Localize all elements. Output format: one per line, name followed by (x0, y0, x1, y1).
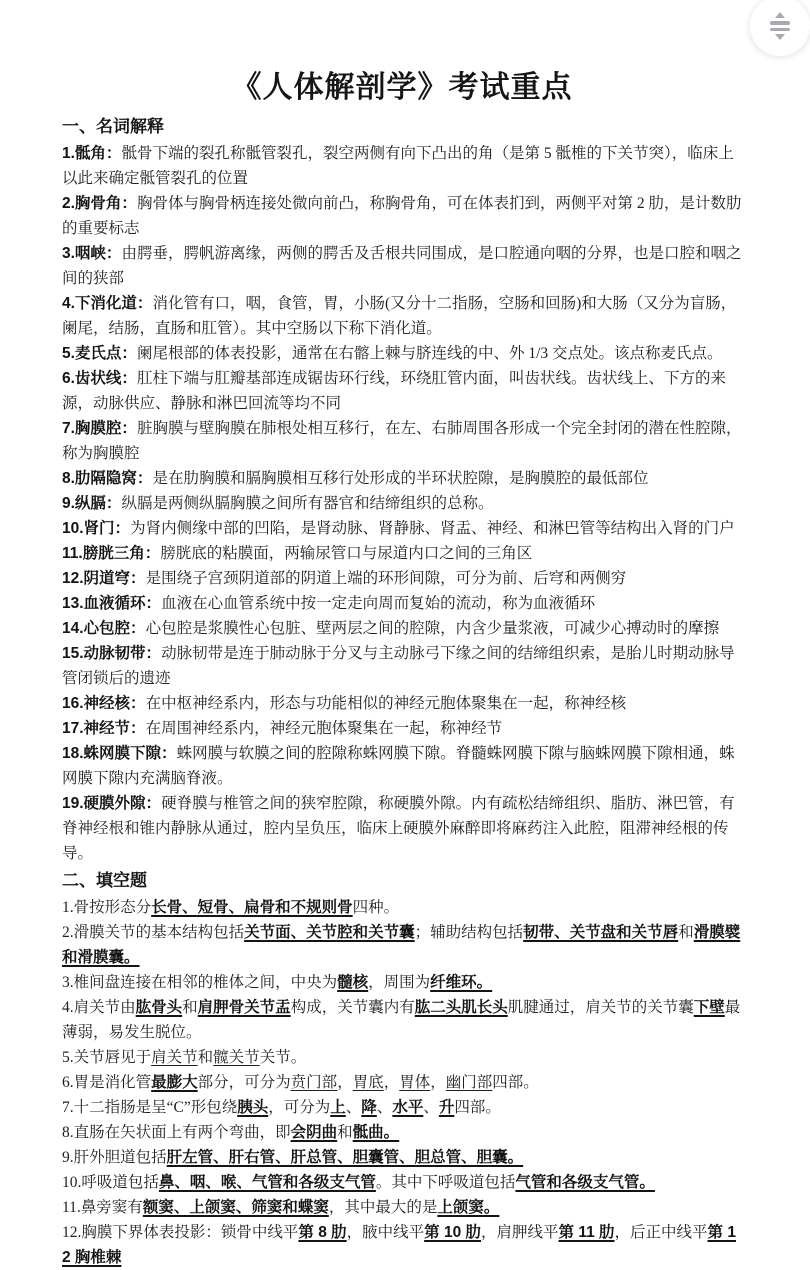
text-run: 19.硬膜外隙： (62, 795, 162, 812)
text-run: 在中枢神经系内，形态与功能相似的神经元胞体聚集在一起，称神经核 (145, 695, 627, 712)
list-item (62, 1095, 742, 1120)
scroll-down-icon (775, 34, 785, 40)
list-item (62, 1195, 742, 1220)
text-run: ，其中最大的是 (328, 1199, 438, 1216)
list-item (62, 1070, 742, 1095)
text-run: ，可分为 (268, 1099, 331, 1116)
text-run: 12.胸膜下界体表投影：锁骨中线平 (62, 1224, 299, 1241)
text-run: ，肩胛线平 (481, 1224, 559, 1241)
list-item (62, 920, 742, 970)
text-run: 上颌窦。 (437, 1199, 500, 1216)
text-run: ；辅助结构包括 (414, 924, 524, 941)
text-run: 6.齿状线： (62, 370, 137, 387)
drag-handle-bar-icon (770, 21, 790, 25)
text-run: 肩胛骨关节盂 (197, 999, 291, 1016)
text-run: 四种。 (352, 899, 400, 916)
text-run: 下壁 (693, 999, 725, 1016)
text-run: 8.肋隔隐窝： (62, 470, 153, 487)
section-heading: 一、名词解释 (62, 117, 164, 136)
scroll-up-icon (775, 12, 785, 18)
text-run: 肝左管、肝右管、肝总管、胆囊管、胆总管、胆囊。 (166, 1149, 524, 1166)
text-run: 肛柱下端与肛瓣基部连成锯齿环行线，环绕肛管内面，叫齿状线。齿状线上、下方的来源，动脉供应、静脉和淋巴回流等均不同 (62, 370, 726, 412)
list-item (62, 191, 742, 241)
text-run: ，腋中线平 (346, 1224, 425, 1241)
text-run: 长骨、短骨、扁骨和不规则骨 (151, 899, 353, 916)
list-item (62, 1220, 742, 1270)
text-run: 构成，关节囊内有 (290, 999, 415, 1016)
text-run: 16.神经核： (62, 695, 146, 712)
drag-handle-bar-icon (770, 28, 790, 32)
text-run: 7.胸膜腔： (62, 420, 137, 437)
text-run: ，周围为 (368, 974, 431, 991)
list-item (62, 791, 742, 866)
text-run: 5.关节唇见于 (62, 1049, 152, 1066)
text-run: 15.动脉韧带： (62, 645, 162, 662)
text-run: 额窦、上颌窦、筛窦和蝶窦 (142, 1199, 329, 1216)
text-run: 是在肋胸膜和膈胸膜相互移行处形成的半环状腔隙，是胸膜腔的最低部位 (152, 470, 649, 487)
text-run: 骶曲。 (352, 1124, 400, 1141)
text-run: ，后正中线平 (614, 1224, 708, 1241)
text-run: 由腭垂，腭帆游离缘，两侧的腭舌及舌根共同围成，是口腔通向咽的分界，也是口腔和咽之间的狭部 (62, 245, 742, 287)
text-run: 2.胸骨角： (62, 195, 137, 212)
text-run: 滑膜襞和滑膜囊。 (62, 924, 741, 966)
text-run: 韧带、关节盘和关节唇 (523, 924, 679, 941)
text-run: 4.肩关节由 (62, 999, 136, 1016)
text-run: 降 (361, 1099, 377, 1116)
text-run: ， (383, 1074, 400, 1091)
text-run: 部分，可分为 (197, 1074, 291, 1091)
text-run: 11.鼻旁窦有 (62, 1199, 143, 1216)
document-content (62, 114, 742, 1270)
text-run: 最膨大 (151, 1074, 198, 1091)
text-run: 、 (423, 1099, 439, 1116)
list-item (62, 541, 742, 566)
text-run: 脏胸膜与壁胸膜在肺根处相互移行，在左、右肺周围各形成一个完全封闭的潜在性腔隙，称为胸膜腔 (62, 420, 742, 462)
text-run: 10.呼吸道包括 (62, 1174, 159, 1191)
list-item (62, 1170, 742, 1195)
text-run: 髋关节 (213, 1049, 260, 1066)
text-run: 11.膀胱三角： (62, 545, 161, 562)
text-run: 骶骨下端的裂孔称骶管裂孔，裂空两侧有向下凸出的角（是第 5 骶椎的下关节突），临床上以此来确定骶管裂孔的位置 (62, 145, 734, 187)
text-run: 水平 (392, 1099, 424, 1116)
section-heading: 二、填空题 (62, 871, 147, 890)
list-item (62, 995, 742, 1045)
page-title: 《人体解剖学》考试重点 (231, 71, 573, 104)
list-item (62, 291, 742, 341)
text-run: 10.肾门： (62, 520, 131, 537)
text-run: 纤维环。 (430, 974, 493, 991)
text-run: 和 (197, 1049, 214, 1066)
text-run: 7.十二指肠是呈“C”形包绕 (62, 1099, 238, 1116)
list-item (62, 1045, 742, 1070)
text-run: 胰头 (237, 1099, 269, 1116)
text-run: 14.心包腔： (62, 620, 146, 637)
text-run: 肱骨头 (135, 999, 183, 1016)
text-run: 在周围神经系内，神经元胞体聚集在一起，称神经节 (145, 720, 503, 737)
text-run: 1.骨按形态分 (62, 899, 152, 916)
list-item (62, 641, 742, 691)
text-run: 肩关节 (151, 1049, 198, 1066)
list-item (62, 970, 742, 995)
text-run: 9.肝外胆道包括 (62, 1149, 167, 1166)
text-run: 。其中下呼吸道包括 (375, 1174, 516, 1191)
list-item (62, 591, 742, 616)
text-run: 胃底 (352, 1074, 384, 1091)
text-run: 和 (337, 1124, 353, 1141)
text-run: 硬脊膜与椎管之间的狭窄腔隙，称硬膜外隙。内有疏松结缔组织、脂肪、淋巴管，有脊神经根和锥内静脉从通过，腔内呈负压，临床上硬膜外麻醉即将麻药注入此腔，阻滞神经根的传导。 (62, 795, 735, 862)
text-run: 第 10 肋 (424, 1224, 481, 1241)
text-run: 血液在心血管系统中按一定走向周而复始的流动，称为血液循环 (161, 595, 596, 612)
text-run: 鼻、咽、喉、气管和各级支气管 (158, 1174, 376, 1191)
text-run: 上 (330, 1099, 346, 1116)
list-item (62, 241, 742, 291)
text-run: 第 8 肋 (298, 1224, 347, 1241)
list-item (62, 491, 742, 516)
text-run: 为肾内侧缘中部的凹陷，是肾动脉、肾静脉、肾盂、神经、和淋巴管等结构出入肾的门户 (130, 520, 735, 537)
text-run: 关节。 (259, 1049, 307, 1066)
text-run: 纵膈是两侧纵膈胸膜之间所有器官和结缔组织的总称。 (121, 495, 494, 512)
list-item (62, 366, 742, 416)
text-run: 蛛网膜与软膜之间的腔隙称蛛网膜下隙。脊髓蛛网膜下隙与脑蛛网膜下隙相通，蛛网膜下隙内充满脑脊液。 (62, 745, 735, 787)
text-run: 阑尾根部的体表投影，通常在右髂上棘与脐连线的中、外 1/3 交点处。该点称麦氏点。 (136, 345, 723, 362)
text-run: 四部。 (454, 1099, 501, 1116)
text-run: 2.滑膜关节的基本结构包括 (62, 924, 245, 941)
list-item (62, 616, 742, 641)
list-item (62, 741, 742, 791)
text-run: 5.麦氏点： (62, 345, 137, 362)
list-item (62, 141, 742, 191)
text-run: 四部。 (492, 1074, 539, 1091)
text-run: 会阴曲 (290, 1124, 338, 1141)
text-run: 关节面、关节腔和关节囊 (244, 924, 415, 941)
text-run: 是围绕子宫颈阴道部的阴道上端的环形间隙，可分为前、后穹和两侧穷 (145, 570, 627, 587)
text-run: 升 (438, 1099, 455, 1116)
text-run: 肱二头肌长头 (414, 999, 508, 1016)
text-run: ， (337, 1074, 353, 1091)
list-item (62, 516, 742, 541)
text-run: 最薄弱，易发生脱位。 (62, 999, 741, 1041)
list-item (62, 895, 742, 920)
text-run: 膀胱底的粘膜面，两输尿管口与尿道内口之间的三角区 (160, 545, 533, 562)
scroll-handle-button[interactable] (750, 0, 810, 56)
text-run: 13.血液循环： (62, 595, 162, 612)
text-run: 胸骨体与胸骨柄连接处微向前凸，称胸骨角，可在体表扪到，两侧平对第 2 肋，是计数肋的重要标志 (62, 195, 742, 237)
list-item (62, 691, 742, 716)
list-item (62, 1145, 742, 1170)
list-item (62, 566, 742, 591)
text-run: 3.咽峡： (62, 245, 122, 262)
text-run: 和 (182, 999, 198, 1016)
text-run: 第 12 胸椎棘 (62, 1224, 736, 1266)
text-run: 胃体 (399, 1074, 431, 1091)
text-run: 动脉韧带是连于肺动脉于分叉与主动脉弓下缘之间的结缔组织索，是胎儿时期动脉导管闭锁后的遗迹 (62, 645, 735, 687)
text-run: 、 (376, 1099, 393, 1116)
list-item (62, 466, 742, 491)
text-run: 6.胃是消化管 (62, 1074, 152, 1091)
text-run: 8.直肠在矢状面上有两个弯曲，即 (62, 1124, 291, 1141)
text-run: 18.蛛网膜下隙： (62, 745, 177, 762)
text-run: 肌腱通过，肩关节的关节囊 (507, 999, 694, 1016)
text-run: 17.神经节： (62, 720, 146, 737)
list-item (62, 716, 742, 741)
text-run: 1.骶角： (62, 145, 122, 162)
list-item (62, 416, 742, 466)
text-run: 4.下消化道： (62, 295, 153, 312)
text-run: 消化管有口，咽，食管，胃，小肠(又分十二指肠，空肠和回肠)和大肠（又分为盲肠，阑尾，结肠，直肠和肛管）。其中空肠以下称下消化道。 (62, 295, 737, 337)
text-run: 和 (678, 924, 694, 941)
text-run: 贲门部 (290, 1074, 338, 1091)
text-run: ， (430, 1074, 446, 1091)
text-run: 9.纵膈： (62, 495, 122, 512)
list-item (62, 341, 742, 366)
text-run: 心包腔是浆膜性心包脏、壁两层之间的腔隙，内含少量浆液，可减少心搏动时的摩擦 (145, 620, 720, 637)
text-run: 3.椎间盘连接在相邻的椎体之间，中央为 (62, 974, 338, 991)
text-run: 幽门部 (445, 1074, 493, 1091)
text-run: 髓核 (337, 974, 369, 991)
text-run: 、 (345, 1099, 362, 1116)
list-item (62, 1120, 742, 1145)
text-run: 第 11 肋 (558, 1224, 615, 1241)
text-run: 12.阴道穹： (62, 570, 146, 587)
text-run: 气管和各级支气管。 (515, 1174, 655, 1191)
